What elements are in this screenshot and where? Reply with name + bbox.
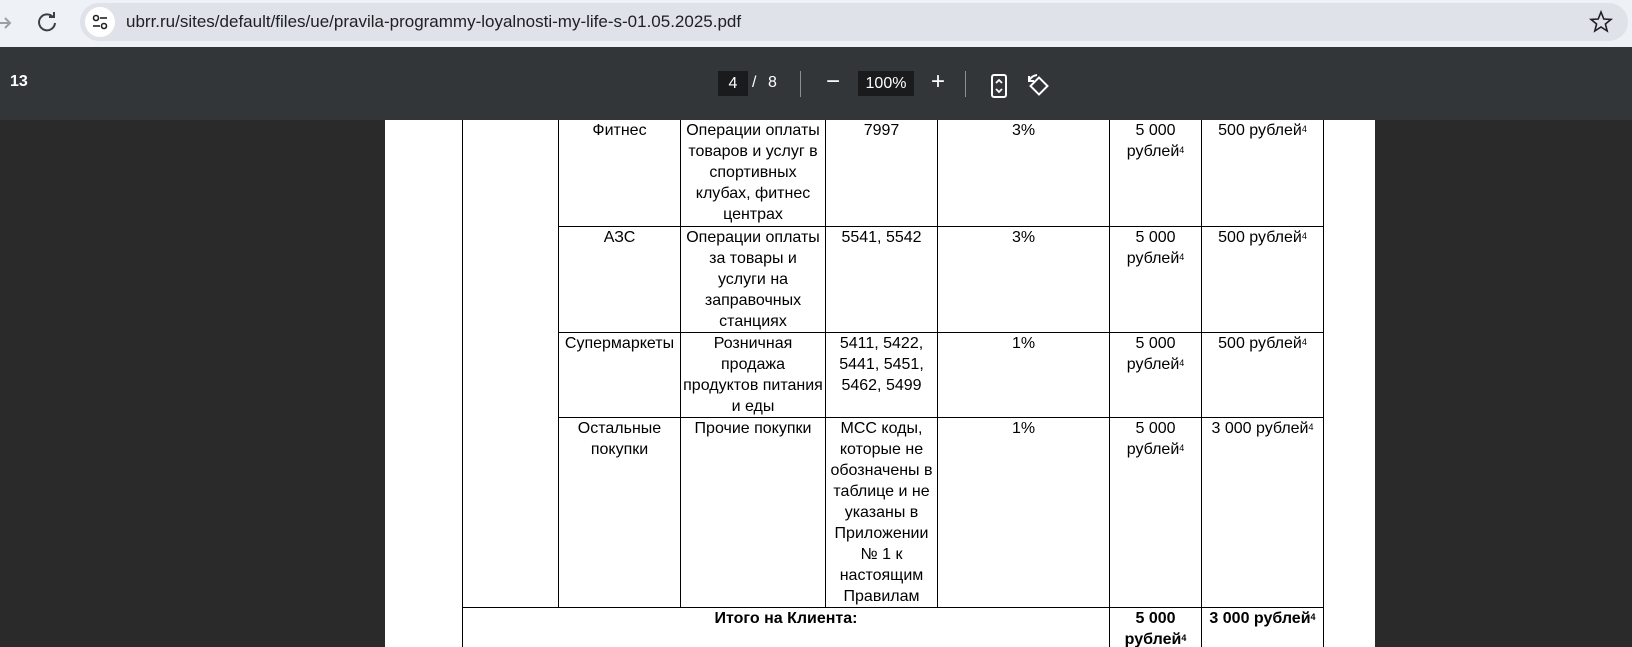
limit-main-text: 5 000 рублей	[1126, 419, 1180, 458]
footnote-mark: 4	[1310, 611, 1316, 622]
reload-icon[interactable]	[34, 9, 60, 35]
mcc-cell: МСС коды, которые не обозначены в таблице и не указаны в Приложении № 1 к настоящим Правилам	[826, 417, 938, 607]
limit-extra-cell	[1202, 226, 1324, 332]
total-row	[463, 607, 1324, 647]
page-separator: /	[752, 74, 757, 91]
mcc-cell: 7997	[826, 120, 938, 226]
total-label: Итого на Клиента:	[463, 607, 1110, 647]
rate-cell: 3%	[938, 226, 1110, 332]
footnote-mark: 4	[1301, 336, 1307, 347]
pdf-toolbar	[0, 47, 1632, 120]
zoom-level-input[interactable]	[858, 71, 914, 96]
category-cell: Супермаркеты	[559, 332, 681, 417]
address-bar[interactable]	[80, 3, 1628, 41]
total-limit-main-cell	[1110, 607, 1202, 647]
zoom-in-button[interactable]: +	[930, 68, 945, 95]
limit-main-cell	[1110, 226, 1202, 332]
limit-extra-text: 500 рублей	[1218, 334, 1302, 352]
forward-icon[interactable]	[0, 12, 14, 34]
total-limit-extra-text: 3 000 рублей	[1209, 609, 1311, 627]
footnote-mark: 4	[1301, 124, 1307, 134]
table-row	[463, 417, 1324, 607]
toolbar-divider	[965, 71, 966, 97]
zoom-out-button[interactable]: −	[825, 68, 840, 95]
mcc-cell: 5411, 5422, 5441, 5451, 5462, 5499	[826, 332, 938, 417]
footnote-mark: 4	[1301, 230, 1307, 241]
limit-extra-cell	[1202, 120, 1324, 226]
footnote-mark: 4	[1181, 632, 1187, 643]
table-row	[463, 226, 1324, 332]
url-text[interactable]: ubrr.ru/sites/default/files/ue/pravila-programmy-loyalnosti-my-life-s-01.05.2025.pdf	[126, 12, 742, 31]
empty-cell	[463, 120, 559, 607]
toolbar-divider	[800, 71, 801, 97]
category-cell: Фитнес	[559, 120, 681, 226]
bookmark-star-icon[interactable]	[1586, 7, 1616, 37]
limit-extra-cell	[1202, 332, 1324, 417]
fit-page-icon[interactable]	[984, 71, 1014, 101]
limit-main-cell	[1110, 332, 1202, 417]
limit-extra-text: 3 000 рублей	[1211, 419, 1309, 437]
total-limit-main-text: 5 000 рублей	[1124, 609, 1182, 647]
pdf-viewer[interactable]	[0, 120, 1632, 647]
total-limit-extra-cell	[1202, 607, 1324, 647]
mcc-cell: 5541, 5542	[826, 226, 938, 332]
limit-extra-text: 500 рублей	[1218, 122, 1302, 139]
description-cell: Операции оплаты товаров и услуг в спортивных клубах, фитнес центрах	[681, 120, 826, 226]
rate-cell: 1%	[938, 332, 1110, 417]
category-cell: АЗС	[559, 226, 681, 332]
rate-cell: 1%	[938, 417, 1110, 607]
page-number-input[interactable]	[718, 71, 748, 96]
limit-extra-text: 500 рублей	[1218, 228, 1302, 246]
document-title: 13	[10, 73, 28, 90]
footnote-mark: 4	[1179, 251, 1185, 262]
limit-main-cell	[1110, 120, 1202, 226]
site-info-icon[interactable]	[85, 7, 115, 37]
description-cell: Операции оплаты за товары и услуги на заправочных станциях	[681, 226, 826, 332]
limit-main-cell	[1110, 417, 1202, 607]
pdf-page	[385, 120, 1375, 647]
footnote-mark: 4	[1179, 442, 1185, 453]
limit-main-text: 5 000 рублей	[1126, 228, 1180, 267]
footnote-mark: 4	[1179, 357, 1185, 368]
page-total: 8	[768, 74, 777, 91]
limit-extra-cell	[1202, 417, 1324, 607]
loyalty-table	[462, 120, 1324, 647]
table-row	[463, 120, 1324, 226]
footnote-mark: 4	[1308, 421, 1314, 432]
description-cell: Розничная продажа продуктов питания и еды	[681, 332, 826, 417]
limit-main-text: 5 000 рублей	[1126, 122, 1180, 160]
description-cell: Прочие покупки	[681, 417, 826, 607]
limit-main-text: 5 000 рублей	[1126, 334, 1180, 373]
footnote-mark: 4	[1179, 145, 1185, 155]
category-cell: Остальные покупки	[559, 417, 681, 607]
table-row	[463, 332, 1324, 417]
rate-cell: 3%	[938, 120, 1110, 226]
browser-top-bar	[0, 0, 1632, 47]
rotate-icon[interactable]	[1024, 71, 1054, 101]
